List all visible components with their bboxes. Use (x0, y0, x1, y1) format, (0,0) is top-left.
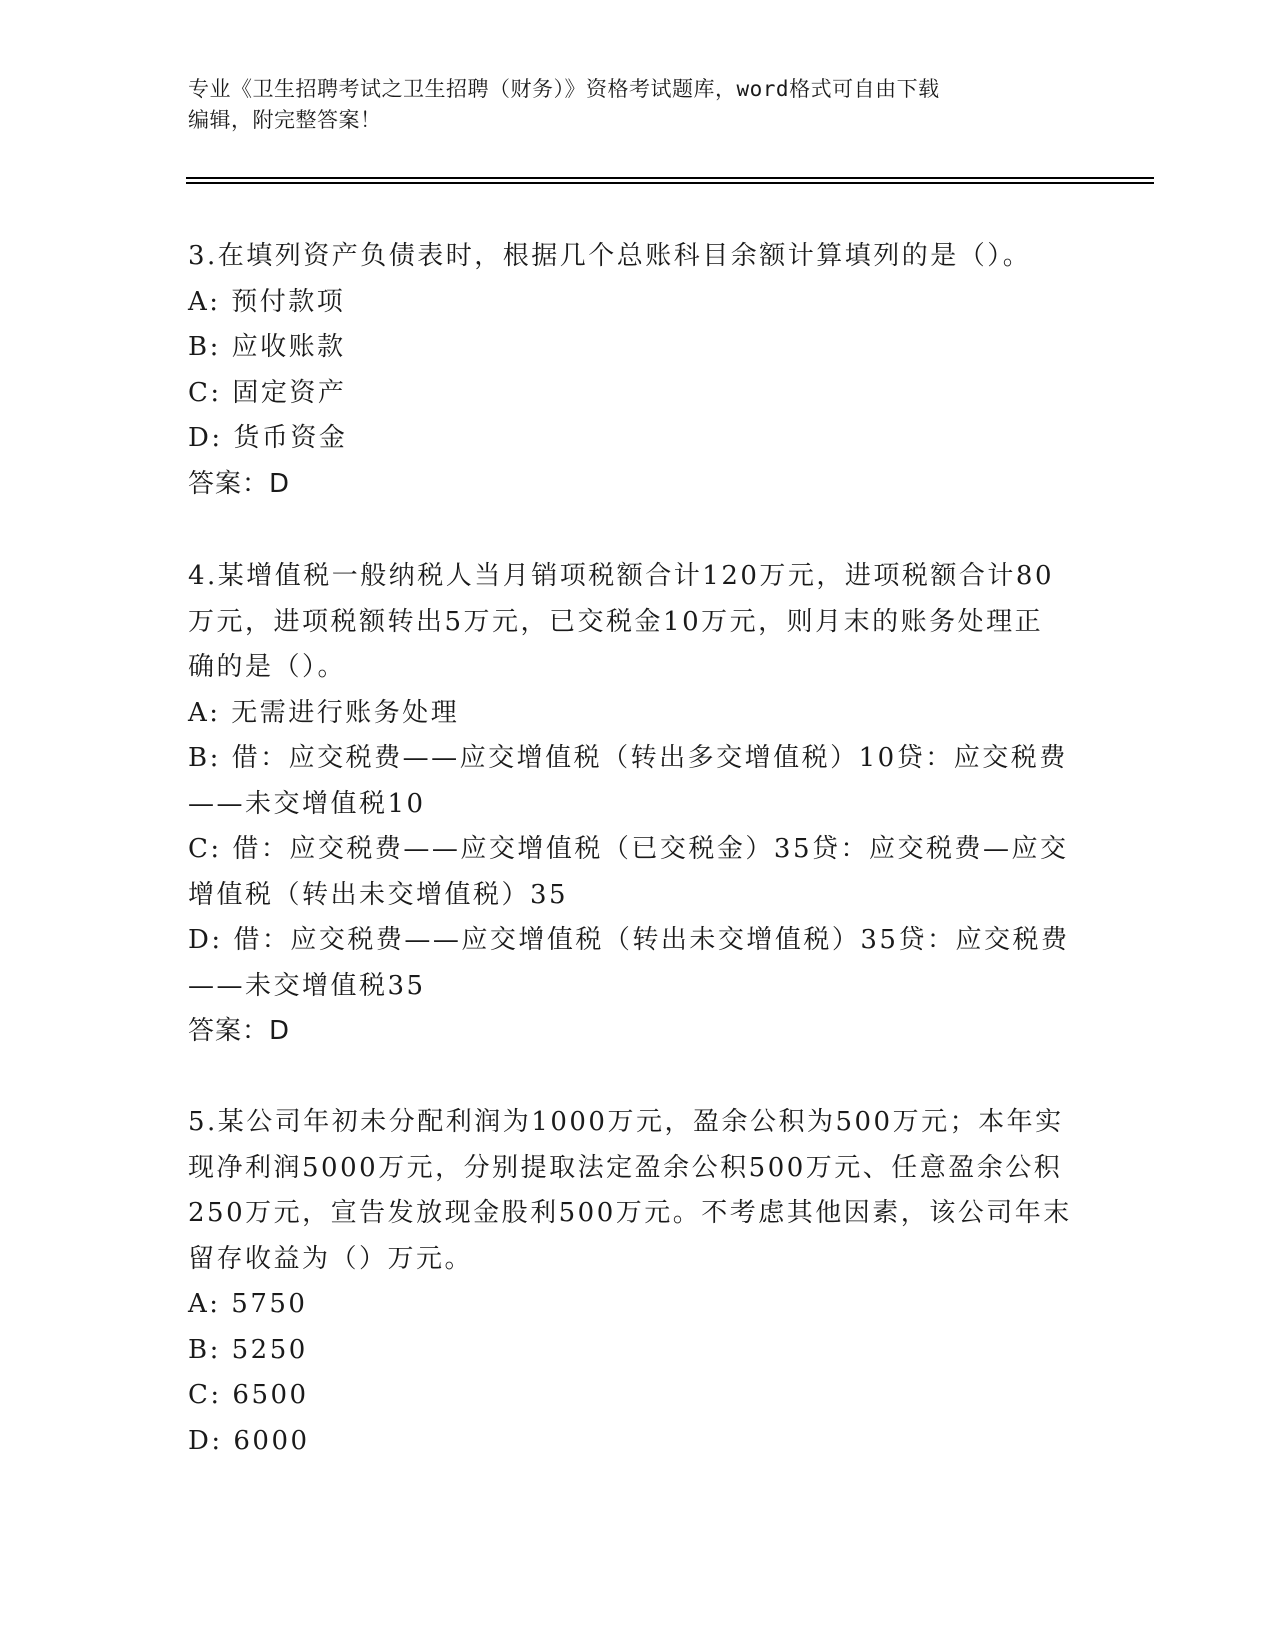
header-divider-top (186, 177, 1154, 179)
question-5-stem-line: 250万元，宣告发放现金股利500万元。不考虑其他因素，该公司年末 (188, 1198, 1072, 1228)
question-4-answer: 答案：D (188, 1016, 291, 1046)
question-4-stem-line: 万元，进项税额转出5万元，已交税金10万元，则月末的账务处理正 (188, 606, 1044, 637)
question-4-stem-line: 确的是（）。 (188, 652, 347, 682)
question-3-option-d: D: 货币资金 (188, 423, 348, 453)
question-5-stem-line: 5.某公司年初未分配利润为1000万元，盈余公积为500万元；本年实 (188, 1107, 1064, 1137)
question-3-option-b: B: 应收账款 (188, 332, 346, 362)
document-header (188, 74, 1088, 136)
question-3-stem: 3.在填列资产负债表时，根据几个总账科目余额计算填列的是（）。 (188, 241, 1032, 271)
header-divider-bottom (186, 182, 1154, 184)
question-5-stem-line: 现净利润5000万元，分别提取法定盈余公积500万元、任意盈余公积 (188, 1152, 1063, 1183)
question-4 (188, 554, 1088, 1055)
question-4-option-a: A: 无需进行账务处理 (188, 697, 460, 728)
question-3 (188, 234, 1088, 507)
question-5-option-b: B: 5250 (188, 1334, 308, 1365)
question-3-answer: 答案：D (188, 468, 291, 499)
question-4-option-b-cont: ——未交增值税10 (188, 788, 426, 819)
header-line-2: 编辑，附完整答案！ (188, 108, 382, 132)
question-5 (188, 1100, 1088, 1464)
header-line-1: 专业《卫生招聘考试之卫生招聘（财务）》资格考试题库，word格式可自由下载 (188, 77, 940, 101)
question-5-option-c: C: 6500 (188, 1380, 309, 1410)
question-5-stem-line: 留存收益为（）万元。 (188, 1243, 474, 1274)
question-3-option-a: A: 预付款项 (188, 286, 346, 317)
question-5-option-d: D: 6000 (188, 1425, 310, 1456)
question-5-option-a: A: 5750 (188, 1289, 308, 1319)
question-4-option-d: D: 借：应交税费——应交增值税（转出未交增值税）35贷：应交税费 (188, 925, 1070, 955)
question-4-option-b: B: 借：应交税费——应交增值税（转出多交增值税）10贷：应交税费 (188, 743, 1068, 773)
question-3-option-c: C: 固定资产 (188, 377, 347, 408)
question-4-stem-line: 4.某增值税一般纳税人当月销项税额合计120万元，进项税额合计80 (188, 561, 1055, 591)
question-4-option-c: C: 借：应交税费——应交增值税（已交税金）35贷：应交税费—应交 (188, 834, 1069, 864)
question-4-option-c-cont: 增值税（转出未交增值税）35 (188, 879, 569, 910)
question-4-option-d-cont: ——未交增值税35 (188, 970, 426, 1001)
